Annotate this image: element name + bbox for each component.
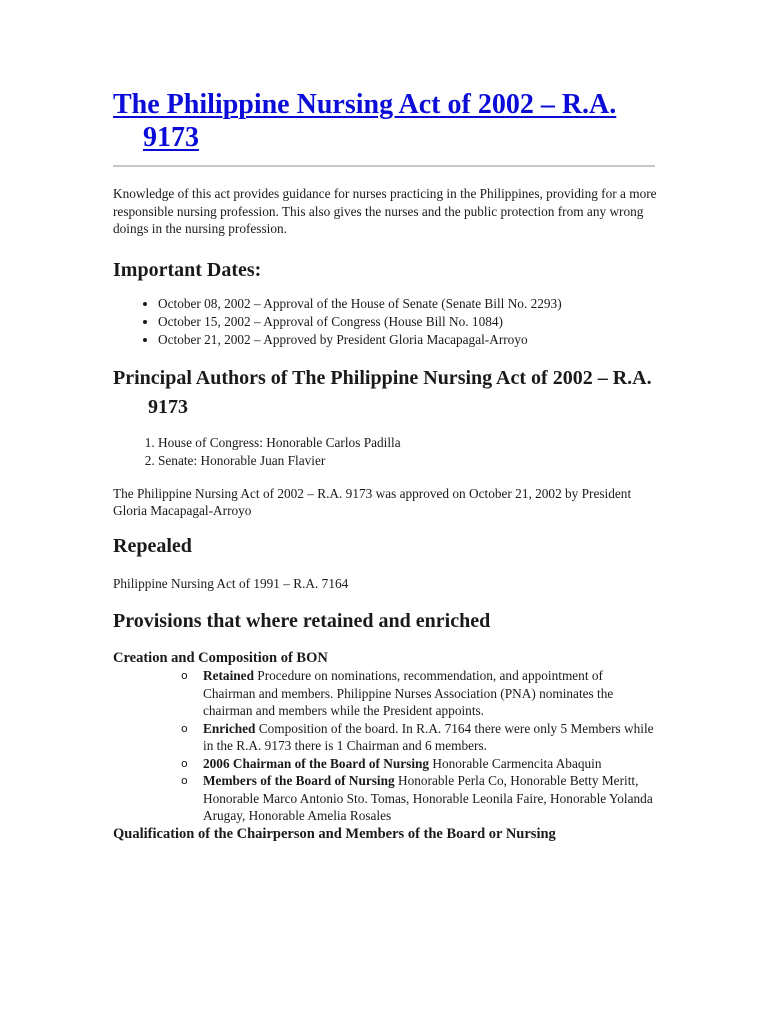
list-item (181, 667, 658, 720)
item-text: Honorable Perla Co, Honorable Betty Meritt, Honorable Marco Antonio Sto. Tomas, Honorable Leonila Faire, Honorable Yolanda Arugay, Honorable Amelia Rosales (203, 773, 653, 823)
bon-subheading: Creation and Composition of BON (113, 650, 328, 666)
list-item: • October 08, 2002 – Approval of the House of Senate (Senate Bill No. 2293) (158, 295, 658, 313)
item-label: 2006 Chairman of the Board of Nursing (203, 755, 430, 771)
principal-authors-heading: Principal Authors of The Philippine Nursing Act of 2002 – R.A. 9173 (113, 366, 652, 418)
list-item (181, 772, 658, 825)
circle-bullet-icon: o (181, 756, 188, 770)
provisions-heading: Provisions that where retained and enriched (113, 610, 491, 632)
list-item: • October 15, 2002 – Approval of Congress (House Bill No. 1084) (158, 313, 658, 331)
item-text: Composition of the board. In R.A. 7164 there were only 5 Members while in the R.A. 9173 there is 1 Chairman and 6 members. (203, 720, 654, 753)
circle-bullet-icon: o (181, 721, 188, 735)
list-item (181, 720, 658, 755)
repealed-heading: Repealed (113, 534, 192, 557)
qualification-subheading: Qualification of the Chairperson and Members of the Board or Nursing (113, 825, 556, 842)
list-item: 2. Senate: Honorable Juan Flavier (158, 452, 658, 470)
item-text: Honorable Carmencita Abaquin (429, 755, 602, 771)
horizontal-rule (113, 165, 655, 167)
page-title-link[interactable]: The Philippine Nursing Act of 2002 – R.A. 9173 (113, 89, 617, 153)
item-text: Procedure on nominations, recommendation, and appointment of Chairman and members. Philippine Nurses Association (PNA) nominates the chairman and members while the President appoints. (203, 668, 614, 718)
item-label: Members of the Board of Nursing (203, 773, 395, 788)
provisions-list (113, 667, 658, 825)
intro-paragraph: Knowledge of this act provides guidance for nurses practicing in the Philippines, providing for a more responsible nursing profession. This also gives the nurses and the public protection from any wrong doings in the nursing profession. (113, 186, 657, 236)
principal-authors-list (113, 434, 658, 470)
page-title (113, 88, 658, 154)
important-dates-list (113, 295, 658, 349)
circle-bullet-icon: o (181, 669, 188, 682)
list-item (181, 755, 658, 773)
approval-paragraph: The Philippine Nursing Act of 2002 – R.A. 9173 was approved on October 21, 2002 by President Gloria Macapagal-Arroyo (113, 485, 632, 518)
list-item: 1. House of Congress: Honorable Carlos Padilla (158, 434, 658, 452)
list-item: • October 21, 2002 – Approved by President Gloria Macapagal-Arroyo (158, 331, 658, 349)
important-dates-heading: Important Dates: (113, 258, 262, 281)
circle-bullet-icon: o (181, 774, 188, 787)
item-label: Enriched (203, 720, 256, 736)
repealed-paragraph: Philippine Nursing Act of 1991 – R.A. 7164 (113, 575, 349, 591)
item-label: Retained (203, 668, 254, 683)
